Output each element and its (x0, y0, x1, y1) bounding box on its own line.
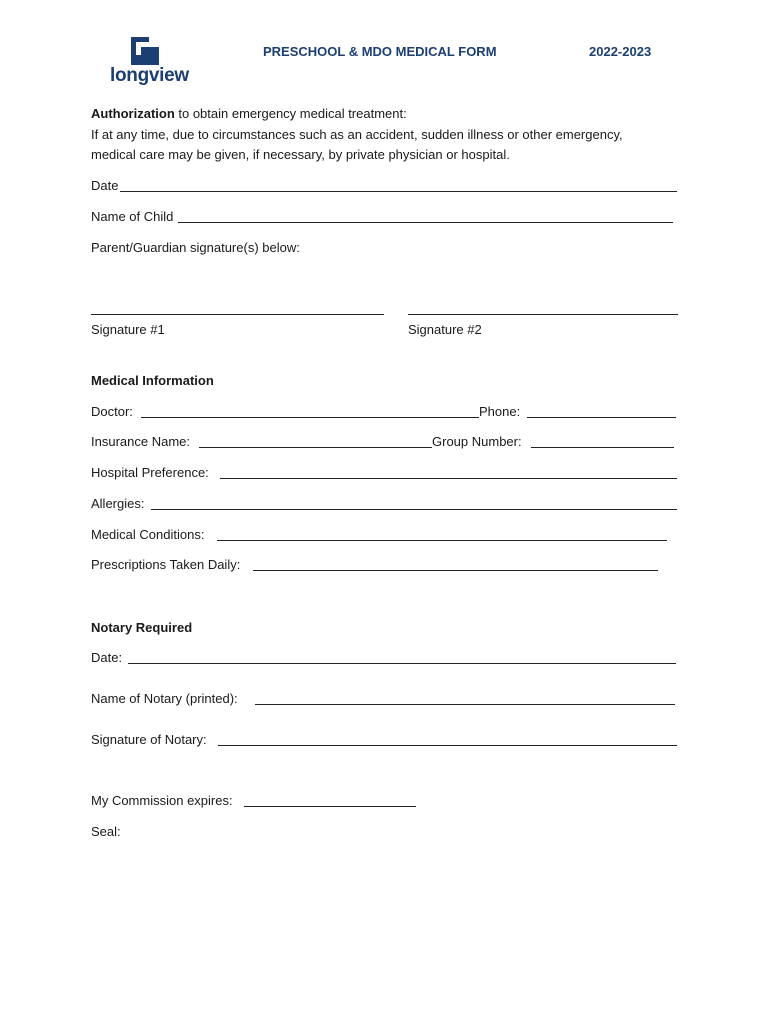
notary-name-label: Name of Notary (printed): (91, 691, 238, 706)
notary-date-field-line[interactable] (128, 663, 676, 664)
group-number-field-line[interactable] (531, 447, 674, 448)
commission-expires-label: My Commission expires: (91, 793, 233, 808)
medical-conditions-field-line[interactable] (217, 540, 667, 541)
notary-name-field-line[interactable] (255, 704, 675, 705)
notary-signature-field-line[interactable] (218, 745, 677, 746)
medical-info-heading: Medical Information (91, 373, 214, 388)
allergies-label: Allergies: (91, 496, 145, 511)
hospital-preference-label: Hospital Preference: (91, 465, 209, 480)
form-title: PRESCHOOL & MDO MEDICAL FORM (263, 44, 497, 59)
date-field-line[interactable] (120, 191, 677, 192)
notary-date-label: Date: (91, 650, 123, 665)
notary-heading: Notary Required (91, 620, 193, 635)
medical-conditions-label: Medical Conditions: (91, 527, 205, 542)
phone-field-line[interactable] (527, 417, 676, 418)
form-year: 2022-2023 (589, 44, 652, 59)
signature-1-label: Signature #1 (91, 322, 165, 337)
authorization-lead: Authorization (91, 106, 175, 121)
commission-expires-field-line[interactable] (244, 806, 416, 807)
doctor-label: Doctor: (91, 404, 133, 419)
child-name-label: Name of Child (91, 209, 174, 224)
seal-label: Seal: (91, 824, 121, 839)
authorization-line-2: If at any time, due to circumstances such as an accident, sudden illness or other emergency, (91, 127, 623, 142)
insurance-label: Insurance Name: (91, 434, 190, 449)
notary-signature-label: Signature of Notary: (91, 732, 207, 747)
hospital-preference-field-line[interactable] (220, 478, 677, 479)
signature-1-line[interactable] (91, 314, 384, 315)
allergies-field-line[interactable] (151, 509, 677, 510)
prescriptions-label: Prescriptions Taken Daily: (91, 557, 241, 572)
child-name-field-line[interactable] (178, 222, 673, 223)
authorization-lead-rest: to obtain emergency medical treatment: (174, 106, 407, 121)
phone-label: Phone: (479, 404, 521, 419)
insurance-field-line[interactable] (199, 447, 432, 448)
group-number-label: Group Number: (432, 434, 522, 449)
date-label: Date (91, 178, 119, 193)
doctor-field-line[interactable] (141, 417, 479, 418)
authorization-line-1 (91, 106, 407, 122)
longview-logo-icon (131, 37, 159, 65)
signature-2-line[interactable] (408, 314, 678, 315)
prescriptions-field-line[interactable] (253, 570, 658, 571)
signature-2-label: Signature #2 (408, 322, 482, 337)
guardian-signature-label: Parent/Guardian signature(s) below: (91, 240, 300, 255)
logo-text: longview (110, 65, 189, 86)
authorization-line-3: medical care may be given, if necessary, by private physician or hospital. (91, 147, 510, 162)
